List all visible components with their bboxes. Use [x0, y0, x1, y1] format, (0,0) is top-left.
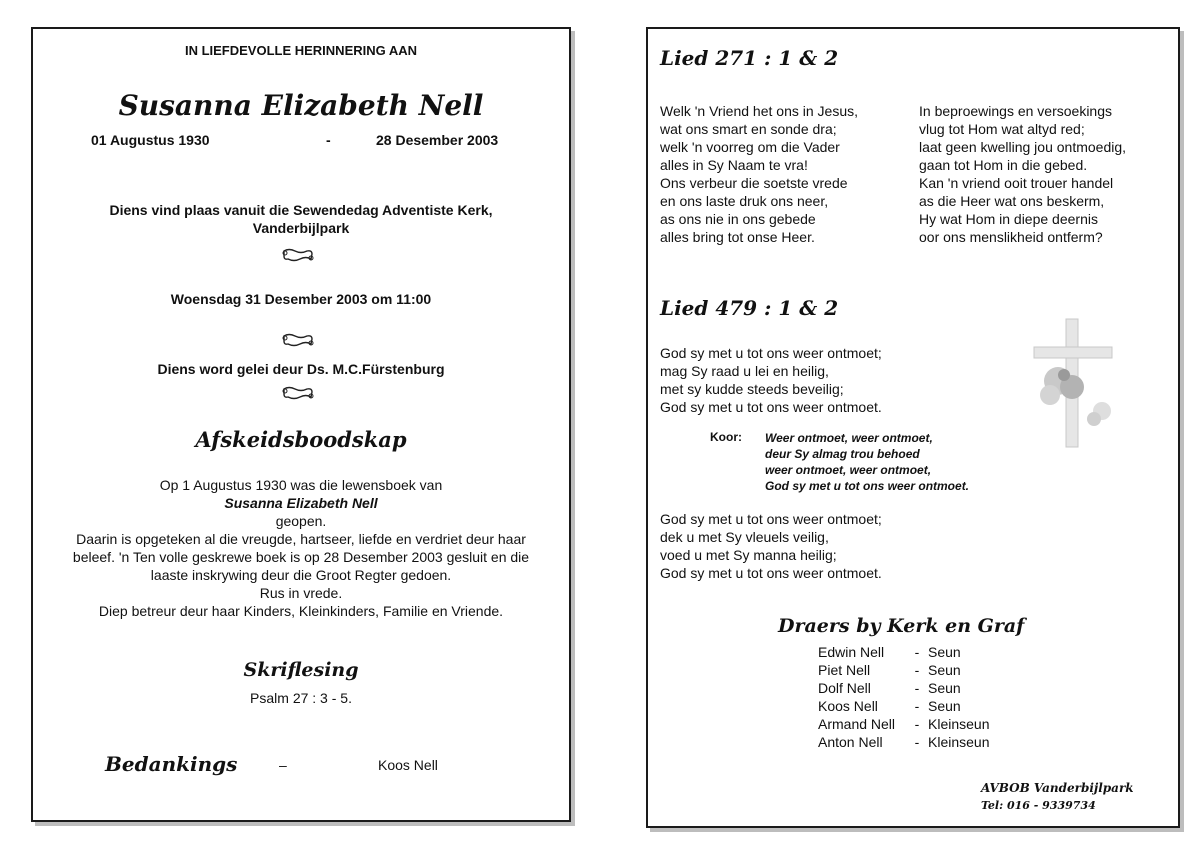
bearer-name: Edwin Nell	[818, 644, 885, 660]
farewell-title: Afskeidsboodskap	[195, 427, 407, 452]
bearer-relation: Seun	[928, 680, 961, 696]
bearer-row	[818, 733, 990, 751]
service-datetime: Woensdag 31 Desember 2003 om 11:00	[170, 291, 432, 307]
hymn1-title: Lied 271 : 1 & 2	[660, 46, 839, 70]
farewell-line: Op 1 Augustus 1930 was die lewensboek van	[159, 477, 443, 493]
bearer-row	[818, 715, 990, 733]
bearer-row	[818, 679, 990, 697]
hymn-line: as die Heer wat ons beskerm,	[919, 193, 1105, 209]
cross-flowers-image	[1028, 311, 1118, 451]
scroll-ornament-icon	[281, 247, 321, 265]
hymn-line: Welk 'n Vriend het ons in Jesus,	[660, 103, 858, 119]
bearer-dash: -	[914, 716, 920, 732]
hymn-line: gaan tot Hom in die gebed.	[919, 157, 1088, 173]
bearer-name: Piet Nell	[818, 662, 871, 678]
scroll-ornament-icon	[281, 332, 321, 350]
hymn-line: Kan 'n vriend ooit trouer handel	[919, 175, 1114, 191]
hymn-line: met sy kudde steeds beveilig;	[660, 381, 844, 397]
hymn1-column-1	[660, 102, 858, 246]
date-separator: -	[326, 132, 331, 148]
hymn-line: alles in Sy Naam te vra!	[660, 157, 808, 173]
hymn-line: as ons nie in ons gebede	[660, 211, 816, 227]
hymn-line: God sy met u tot ons weer ontmoet;	[660, 511, 882, 527]
scroll-ornament-icon	[281, 385, 321, 403]
hymn-line: Hy wat Hom in diepe deernis	[919, 211, 1098, 227]
chorus-line: deur Sy almag trou behoed	[765, 447, 920, 461]
bearer-name: Koos Nell	[818, 698, 878, 714]
bearers-title: Draers by Kerk en Graf	[778, 615, 1025, 637]
hymn-line: vlug tot Hom wat altyd red;	[919, 121, 1085, 137]
chorus-line: weer ontmoet, weer ontmoet,	[765, 463, 932, 477]
hymn-line: God sy met u tot ons weer ontmoet;	[660, 345, 882, 361]
hymn-line: en ons laste druk ons neer,	[660, 193, 829, 209]
farewell-line: Susanna Elizabeth Nell	[224, 495, 378, 511]
hymn-line: oor ons menslikheid ontferm?	[919, 229, 1103, 245]
hymn-line: In beproewings en versoekings	[919, 103, 1113, 119]
hymn-line: dek u met Sy vleuels veilig,	[660, 529, 829, 545]
funeral-home-phone: Tel: 016 - 9339734	[981, 799, 1096, 812]
reading-reference: Psalm 27 : 3 - 5.	[250, 690, 352, 706]
birth-date: 01 Augustus 1930	[91, 132, 210, 148]
hymn1-column-2	[919, 102, 1126, 246]
farewell-line: Rus in vrede.	[259, 585, 343, 601]
bearer-dash: -	[914, 644, 920, 660]
officiant: Diens word gelei deur Ds. M.C.Fürstenburg	[157, 361, 445, 377]
bearer-dash: -	[914, 734, 920, 750]
death-date: 28 Desember 2003	[376, 132, 499, 148]
farewell-line: geopen.	[275, 513, 327, 529]
thanks-title: Bedankings	[105, 752, 238, 776]
venue-line-2: Vanderbijlpark	[252, 220, 350, 236]
farewell-message	[33, 476, 569, 620]
bearer-relation: Seun	[928, 662, 961, 678]
deceased-name: Susanna Elizabeth Nell	[118, 89, 484, 122]
bearer-row	[818, 661, 990, 679]
bearers-list	[818, 643, 990, 751]
farewell-line: laaste inskrywing deur die Groot Regter gedoen.	[150, 567, 452, 583]
hymn-line: laat geen kwelling jou ontmoedig,	[919, 139, 1127, 155]
hymn-line: wat ons smart en sonde dra;	[660, 121, 837, 137]
hymn-line: alles bring tot onse Heer.	[660, 229, 815, 245]
hymn-line: God sy met u tot ons weer ontmoet.	[660, 565, 882, 581]
hymn2-verse-2	[660, 510, 882, 582]
venue-line-1: Diens vind plaas vanuit die Sewendedag Adventiste Kerk,	[109, 202, 493, 218]
bearer-row	[818, 643, 990, 661]
bearer-row	[818, 697, 990, 715]
bearer-dash: -	[914, 680, 920, 696]
hymn2-verse-1	[660, 344, 882, 416]
thanks-name: Koos Nell	[378, 757, 438, 773]
memorial-heading: IN LIEFDEVOLLE HERINNERING AAN	[184, 43, 418, 58]
hymn-line: welk 'n voorreg om die Vader	[660, 139, 840, 155]
thanks-dash: –	[279, 757, 287, 773]
hymn-line: voed u met Sy manna heilig;	[660, 547, 837, 563]
bearer-name: Dolf Nell	[818, 680, 871, 696]
bearer-relation: Seun	[928, 698, 961, 714]
bearer-name: Anton Nell	[818, 734, 883, 750]
hymn-line: mag Sy raad u lei en heilig,	[660, 363, 829, 379]
hymn-line: God sy met u tot ons weer ontmoet.	[660, 399, 882, 415]
bearer-relation: Kleinseun	[928, 716, 990, 732]
bearer-dash: -	[914, 662, 920, 678]
farewell-line: Daarin is opgeteken al die vreugde, hartseer, liefde en verdriet deur haar	[76, 531, 526, 547]
bearer-name: Armand Nell	[818, 716, 896, 732]
hymn-line: Ons verbeur die soetste vrede	[660, 175, 848, 191]
right-panel	[646, 27, 1180, 828]
hymn2-title: Lied 479 : 1 & 2	[660, 296, 839, 320]
left-panel	[31, 27, 571, 822]
bearer-relation: Kleinseun	[928, 734, 990, 750]
bearer-relation: Seun	[928, 644, 961, 660]
chorus-label: Koor:	[710, 430, 742, 444]
farewell-line: beleef. 'n Ten volle geskrewe boek is op 28 Desember 2003 gesluit en die	[72, 549, 530, 565]
chorus	[765, 430, 969, 494]
chorus-line: God sy met u tot ons weer ontmoet.	[765, 479, 970, 493]
farewell-line: Diep betreur deur haar Kinders, Kleinkinders, Familie en Vriende.	[98, 603, 504, 619]
reading-title: Skriflesing	[243, 659, 359, 681]
bearer-dash: -	[914, 698, 920, 714]
chorus-line: Weer ontmoet, weer ontmoet,	[765, 431, 933, 445]
funeral-home: AVBOB Vanderbijlpark	[981, 781, 1134, 795]
